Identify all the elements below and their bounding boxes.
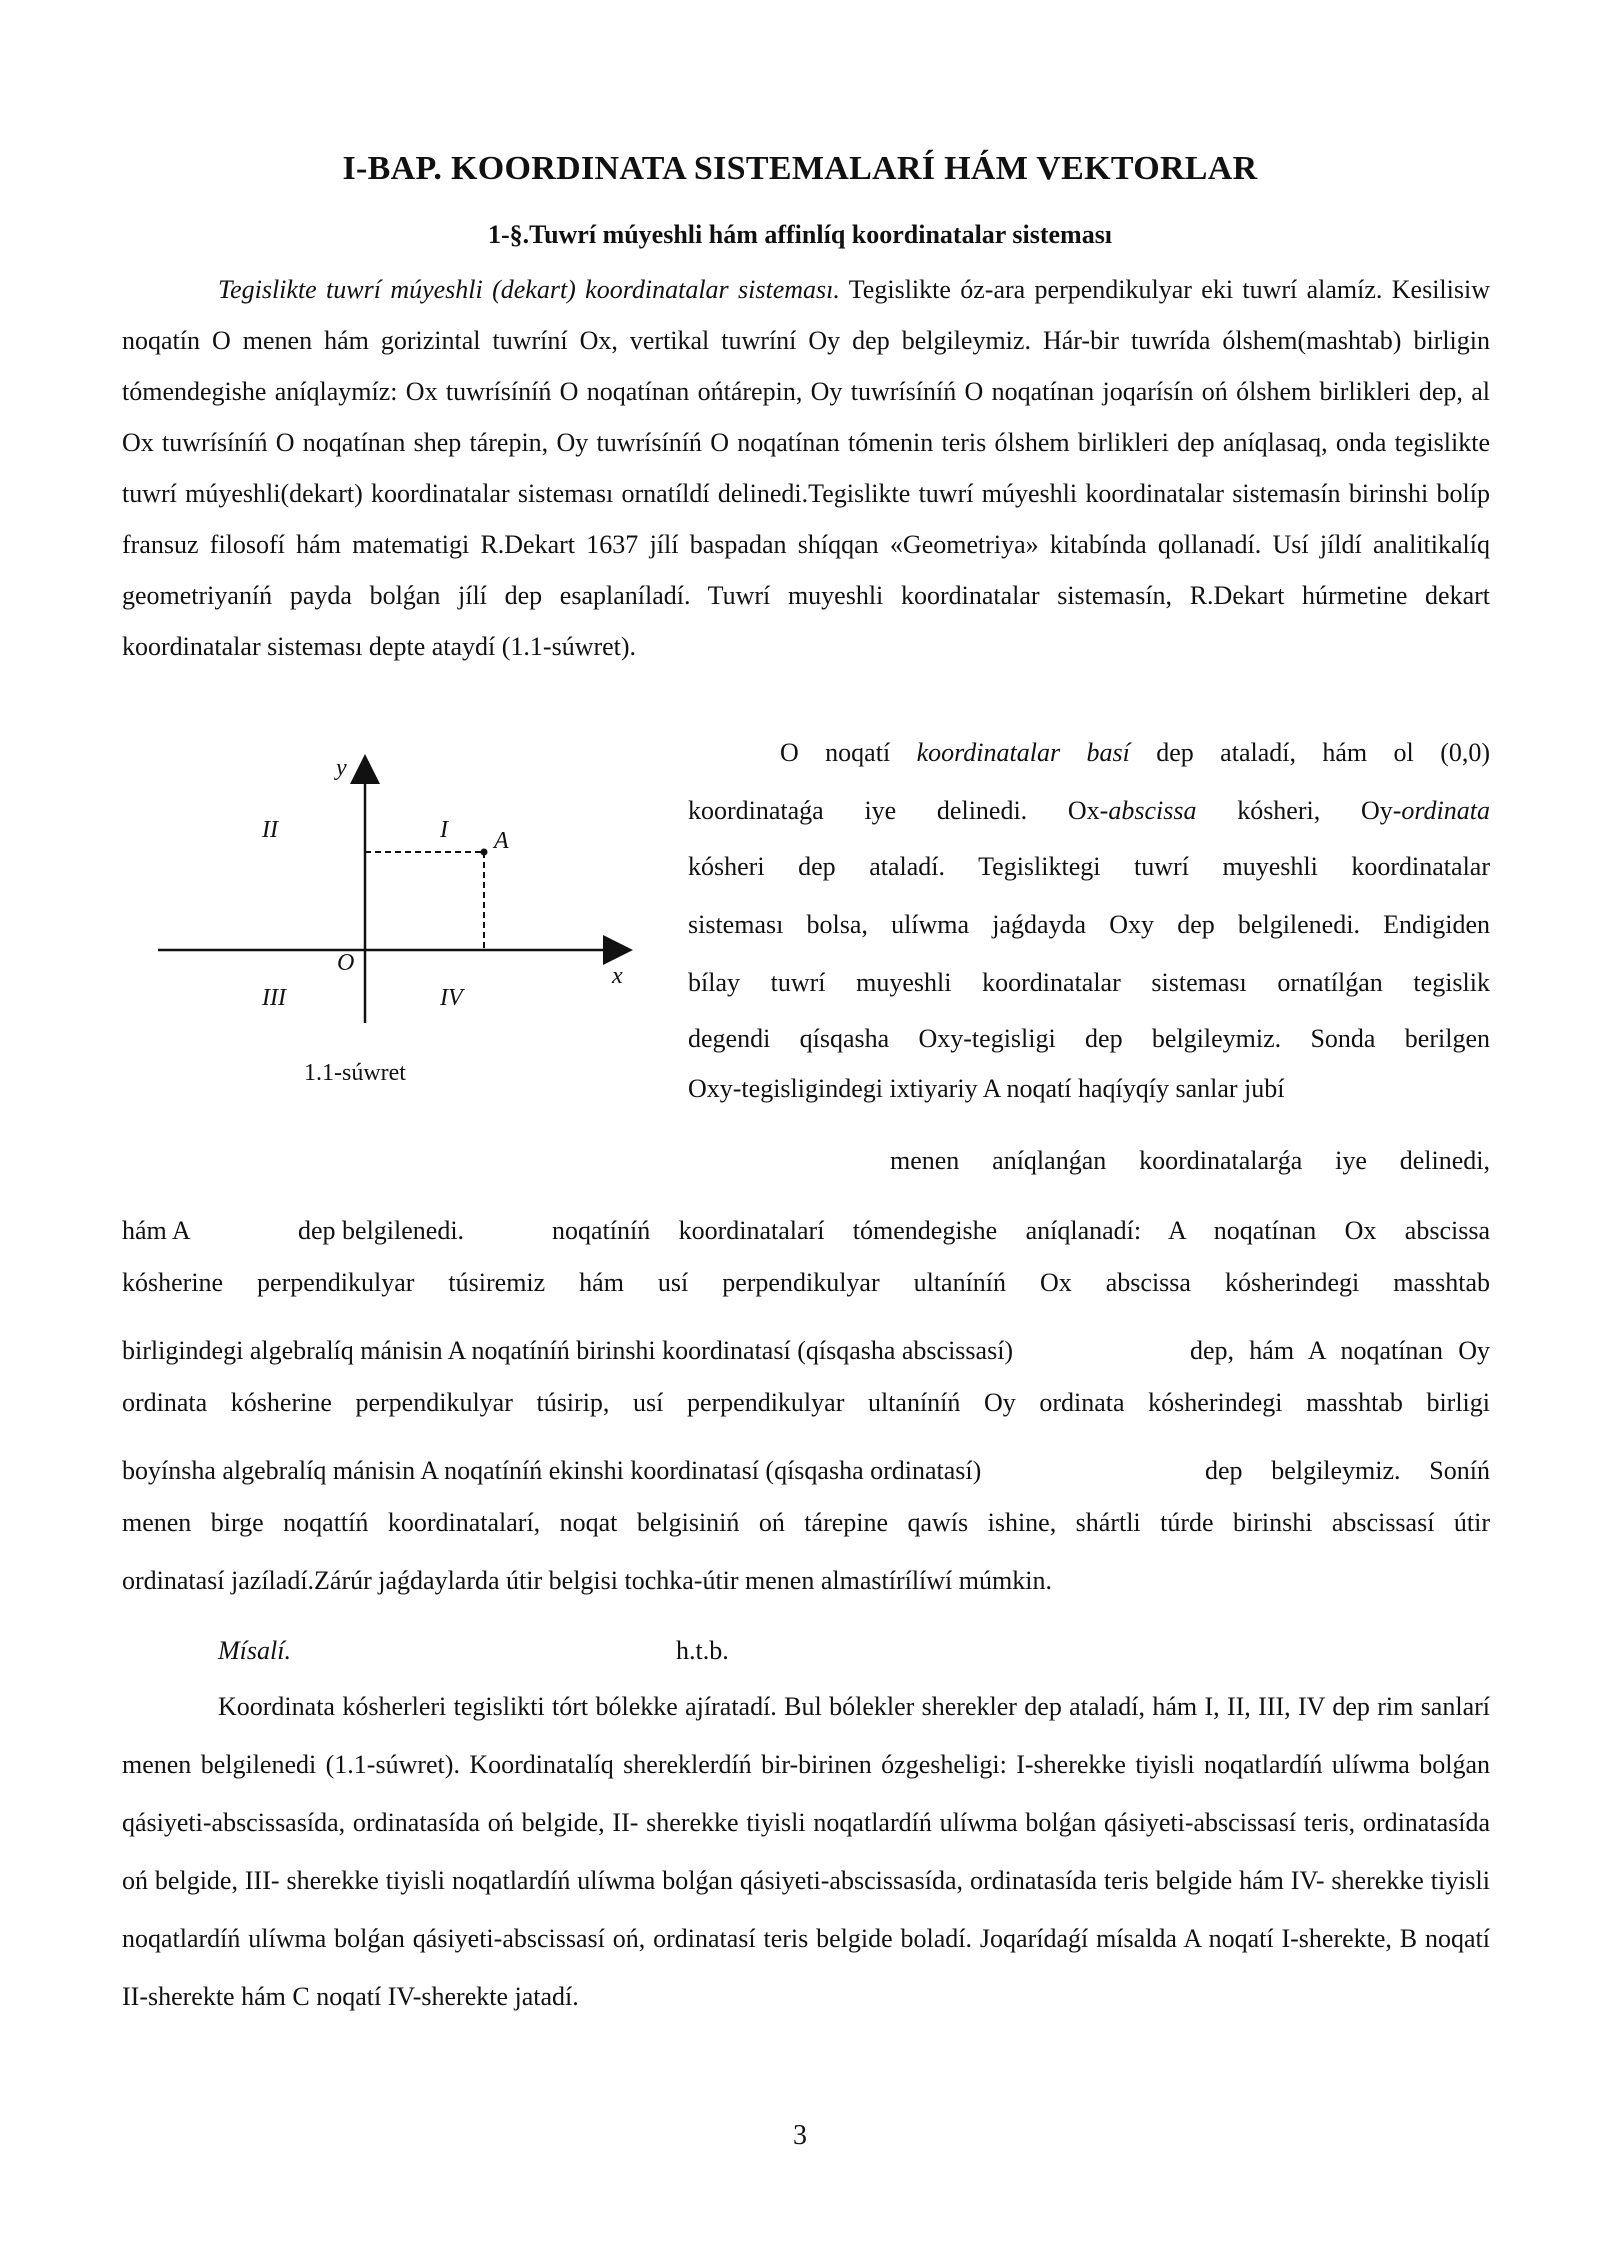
cont-line-4a: birligindegi algebralíq mánisin A noqatíníń birinshi koordinatasí (qísqasha abscissasí) (122, 1336, 1014, 1365)
quadrants-paragraph: Koordinata kósherleri tegislikti tórt bólekke ajíratadí. Bul bólekler sherekler dep ataladí, hám I, II, III, IV dep rim sanlarí menen belgilenedi (1.1-súwret). Koordinatalíq shereklerdíń bir-birinen ózgesheligi: I-sherekke tiyisli noqatlardíń ulíwma bolǵan qásiyeti-abscissasída, ordinatasída oń belgide, II- sherekke tiyisli noqatlardíń ulíwma bolǵan qásiyeti-abscissasí teris, ordinatasída oń belgide, III- sherekke tiyisli noqatlardíń ulíwma bolǵan qásiyeti-abscissasída, ordinatasída teris belgide hám IV- sherekke tiyisli noqatlardíń ulíwma bolǵan qásiyeti-abscissasí oń, ordinatasí teris belgide boladí. Joqarídaǵí mísalda A noqatí I-sherekte, B noqatí II-sherekte hám C noqatí IV-sherekte jatadí. (122, 1692, 1490, 2011)
example-label-text: Mísalí. (218, 1636, 291, 1665)
side-line-2-c: kósheri, Oy- (1196, 796, 1402, 825)
coordinate-axes-diagram (150, 745, 640, 1045)
x-axis-label: x (612, 963, 623, 989)
section-title: 1-§.Tuwrí múyeshli hám affinlíq koordinatalar sisteması (487, 220, 1113, 249)
chapter-title: I-BAP. KOORDINATA SISTEMALARÍ HÁM VEKTORLAR (342, 150, 1258, 187)
cont-line-2a: hám A (122, 1216, 191, 1245)
cont-line-2c: noqatíníń koordinatalarí tómendegishe aníqlanadí: A noqatínan Ox abscissa (552, 1216, 1490, 1245)
origin-label: O (337, 950, 355, 976)
quadrant-iv-label: IV (440, 985, 463, 1011)
cont-line-1: menen aníqlanǵan koordinatalarǵa iye delinedi, (890, 1146, 1490, 1175)
abscissa-term: abscissa (1108, 796, 1197, 825)
cont-line-4b: dep, hám A noqatínan Oy (1190, 1336, 1490, 1365)
figure-caption: 1.1-súwret (304, 1060, 406, 1086)
page-number: 3 (793, 2120, 807, 2151)
side-line-2-a: koordinataǵa iye delinedi. Ox- (688, 796, 1109, 825)
side-line-6: degendi qísqasha Oxy-tegisligi dep belgileymiz. Sonda berilgen (688, 1024, 1490, 1053)
side-line-1-a: O noqatí (780, 738, 917, 767)
cont-line-6a: boyínsha algebralíq mánisin A noqatíníń ekinshi koordinatasí (qísqasha ordinatasí) (122, 1456, 982, 1485)
y-axis-label: y (336, 755, 347, 781)
origin-term: koordinatalar basí (916, 738, 1130, 767)
cont-line-5: ordinata kósherine perpendikulyar túsirip, usí perpendikulyar ultaníníń Oy ordinata kósherindegi masshtab birligi (122, 1388, 1490, 1417)
cont-line-8: ordinatasí jazíladí.Zárúr jaǵdaylarda útir belgisi tochka-útir menen almastírílíwí múmkin. (122, 1566, 1052, 1595)
cont-line-2b: dep belgilenedi. (298, 1216, 465, 1245)
intro-italic-term: Tegislikte tuwrí múyeshli (dekart) koordinatalar sisteması. (218, 275, 840, 304)
example-tail: h.t.b. (676, 1636, 729, 1665)
point-a-label: A (494, 828, 509, 854)
side-line-5: bílay tuwrí muyeshli koordinatalar sisteması ornatílǵan tegislik (688, 968, 1490, 997)
side-line-1 (780, 738, 1490, 768)
quadrant-i-label: I (440, 817, 448, 843)
quadrant-iii-label: III (262, 985, 286, 1011)
cont-line-3: kósherine perpendikulyar túsiremiz hám usí perpendikulyar ultaníníń Ox abscissa kósherindegi masshtab (122, 1268, 1490, 1297)
intro-text: Tegislikte óz-ara perpendikulyar eki tuwrí alamíz. Kesilisiw noqatín O menen hám gorizintal tuwríní Ox, vertikal tuwríní Oy dep belgileymiz. Hár-bir tuwrída ólshem(mashtab) birligin tómendegishe aníqlaymíz: Ox tuwrísíníń O noqatínan ońtárepin, Oy tuwrísíníń O noqatínan joqarísín oń ólshem birlikleri dep, al Ox tuwrísíníń O noqatínan shep tárepin, Oy tuwrísíníń O noqatínan tómenin teris ólshem birlikleri dep aníqlasaq, onda tegislikte tuwrí múyeshli(dekart) koordinatalar sisteması ornatíldí delinedi.Tegislikte tuwrí múyeshli koordinatalar sistemasín birinshi bolíp fransuz filosofí hám matematigi R.Dekart 1637 jílí baspadan shíqqan «Geometriya» kitabínda qollanadí. Usí jíldí analitikalíq geometriyaníń payda bolǵan jílí dep esaplaníladí. Tuwrí muyeshli koordinatalar sistemasín, R.Dekart húrmetine dekart koordinatalar sisteması depte ataydí (1.1-súwret). (122, 275, 1490, 661)
cont-line-6b: dep belgileymiz. Soníń (1205, 1456, 1490, 1485)
side-line-2 (688, 796, 1490, 826)
side-line-4: sisteması bolsa, ulíwma jaǵdayda Oxy dep belgilenedi. Endigiden (688, 910, 1490, 939)
coordinate-figure (150, 745, 640, 1095)
intro-paragraph (122, 264, 1490, 672)
example-label (218, 1636, 291, 1666)
side-line-7: Oxy-tegisligindegi ixtiyariy A noqatí haqíyqíy sanlar jubí (688, 1074, 1285, 1103)
point-a-marker (481, 849, 488, 856)
ordinata-term: ordinata (1401, 796, 1490, 825)
side-line-1-c: dep ataladí, hám ol (0,0) (1129, 738, 1491, 767)
cont-line-7: menen birge noqattíń koordinatalarí, noqat belgisiniń oń tárepine qawís ishine, shártli túrde birinshi abscissasí útir (122, 1508, 1490, 1537)
side-line-3: kósheri dep ataladí. Tegisliktegi tuwrí muyeshli koordinatalar (688, 852, 1490, 881)
quadrant-ii-label: II (262, 817, 278, 843)
